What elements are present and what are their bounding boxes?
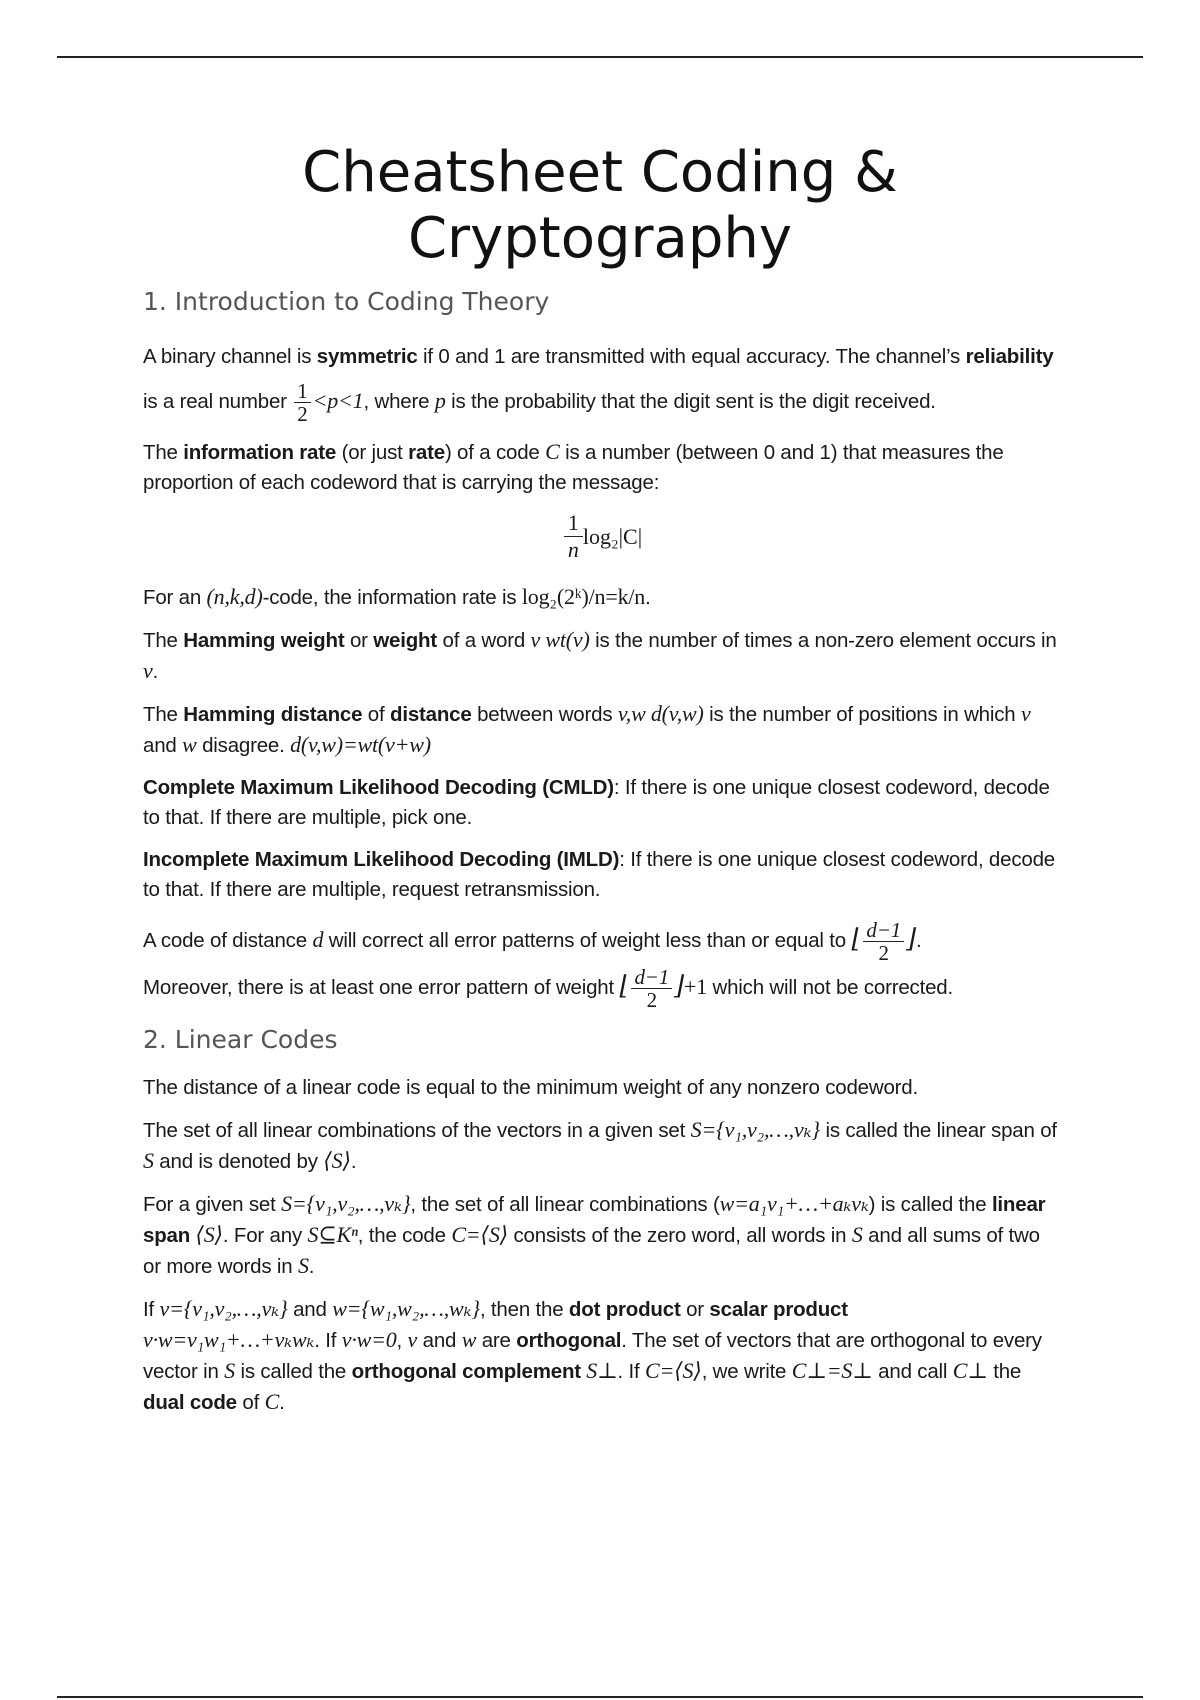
paragraph-symmetric-channel: A binary channel is symmetric if 0 and 1 are transmitted with equal accuracy. The channel’s reliability is a real number $\frac{1}{2}$ <p<1, where p is the probability that the digit sent is the digit received.: [143, 345, 1054, 427]
document-body: [143, 285, 1063, 1430]
top-rule: [57, 56, 1143, 58]
formula-information-rate: $\frac{1}{n}$ log₂|C|: [143, 510, 1063, 572]
formula-fraction: $\frac{1}{n}$: [564, 510, 583, 563]
section-heading-linear-codes: 2. Linear Codes: [143, 1025, 338, 1055]
paragraph-linear-span: The set of all linear combinations of the vectors in a given set S={v₁,v₂,…,vₖ} is called the linear span of S and is denoted by ⟨S⟩.: [143, 1117, 1057, 1174]
fraction-one-half: $\frac{1}{2}$: [294, 380, 310, 425]
paragraph-cmld: Complete Maximum Likelihood Decoding (CMLD): If there is one unique closest codeword, decode to that. If there are multiple, pick one.: [143, 776, 1050, 830]
title-line-2: Cryptography: [407, 206, 793, 271]
paragraph-information-rate: The information rate (or just rate) of a code C is a number (between 0 and 1) that measures the proportion of each codeword that is carrying the message:: [143, 439, 1004, 495]
fraction-d-minus-1-over-2-second: $\frac{d-1}{2}$: [631, 966, 672, 1011]
paragraph-hamming-distance: The Hamming distance of distance between words v,w d(v,w) is the number of positions in which v and w disagree. d(v,w)=wt(v+w): [143, 701, 1031, 758]
bottom-rule: [57, 1696, 1143, 1698]
paragraph-error-correction: A code of distance d will correct all error patterns of weight less than or equal to ⌊ $\frac{d-1}{2}$ ⌋. Moreover, there is at least one error pattern of weight ⌊ $\frac{d-1}{2}$ ⌋+1 which will not be corrected.: [143, 918, 954, 1013]
paragraph-linear-distance: The distance of a linear code is equal to the minimum weight of any nonzero codeword.: [143, 1076, 918, 1100]
paragraph-hamming-weight: The Hamming weight or weight of a word v wt(v) is the number of times a non-zero element occurs in v.: [143, 627, 1057, 684]
paragraph-dot-product: If v={v₁,v₂,…,vₖ} and w={w₁,w₂,…,wₖ}, then the dot product or scalar product v·w=v₁w₁+…+vₖwₖ. If v·w=0, v and w are orthogonal. The set of vectors that are orthogonal to every vector in S is called the orthogonal complement S⊥. If C=⟨S⟩, we write C⊥=S⊥ and call C⊥ the dual code of C.: [143, 1296, 1042, 1415]
section-heading-intro: 1. Introduction to Coding Theory: [143, 287, 550, 316]
paragraph-linear-combinations: For a given set S={v₁,v₂,…,vₖ}, the set of all linear combinations (w=a₁v₁+…+aₖvₖ) is called the linear span ⟨S⟩. For any S⊆Kⁿ, the code C=⟨S⟩ consists of the zero word, all words in S and all sums of two or more words in S.: [143, 1191, 1046, 1279]
title-line-1: Cheatsheet Coding &: [302, 140, 898, 205]
paragraph-imld: Incomplete Maximum Likelihood Decoding (IMLD): If there is one unique closest codeword, decode to that. If there are multiple, request retransmission.: [143, 848, 1055, 902]
paragraph-nkd-code: For an (n,k,d)-code, the information rate is log₂(2ᵏ)/n=k/n.: [143, 584, 651, 610]
page-title: [0, 140, 1200, 272]
fraction-d-minus-1-over-2: $\frac{d-1}{2}$: [863, 919, 904, 964]
